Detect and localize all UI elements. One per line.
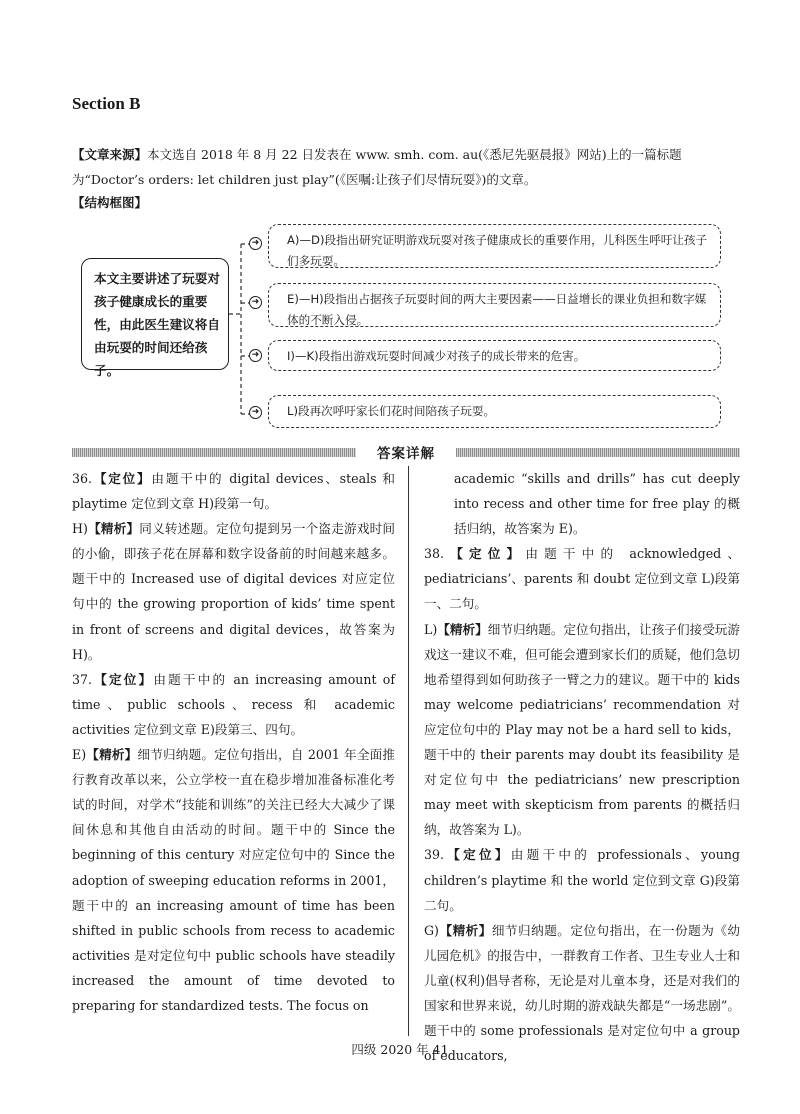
question-39-locate: 39.【定位】由题干中的 professionals、young children’s playtime 和 the world 定位到文章 G)段第二句。 — [424, 847, 740, 913]
answer-37-continued: academic “skills and drills” has cut deeply into recess and other time for free play 的概括归纳，故答案为 E)。 — [454, 471, 740, 537]
summary-box: 本文主要讲述了玩耍对孩子健康成长的重要性，由此医生建议将自由玩耍的时间还给孩子。 — [81, 258, 229, 370]
question-36-locate: 36.【定位】由题干中的 digital devices、steals 和 playtime 定位到文章 H)段第一句。 — [72, 471, 395, 512]
branch-box-2: E)—H)段指出占据孩子玩耍时间的两大主要因素——日益增长的课业负担和数字媒体的不断入侵。 — [268, 283, 721, 327]
answer-39-analysis: G)【精析】细节归纳题。定位句指出，在一份题为《幼儿园危机》的报告中，一群教育工作者、卫生专业人士和儿童(权利)倡导者称，无论是对儿童本身，还是对我们的国家和世界来说，幼儿时期的游戏缺失都是“一场悲剧”。题干中的 some professionals 是对定位句中 a group of educators, — [424, 922, 741, 1064]
source-tag: 【文章来源】 — [72, 147, 148, 162]
page-footer: 四级 2020 年 41 — [351, 1042, 449, 1057]
structure-label: 【结构框图】 — [72, 195, 148, 210]
answer-36-analysis: H)【精析】同义转述题。定位句提到另一个盗走游戏时间的小偷，即孩子花在屏幕和数字设备前的时间越来越多。题干中的 Increased use of digital devices 对应定位句中的 the growing proportion of kids’ time spent in front of screens and digital devices，故答案为 H)。 — [72, 521, 396, 662]
answer-37-analysis: E)【精析】细节归纳题。定位句指出，自 2001 年全面推行教育改革以来，公立学校一直在稳步增加准备标准化考试的时间，对学术“技能和训练”的关注已经大大减少了课间休息和其他自由活动的时间。题干中的 Since the beginning of this century 对应定位句中的 Since the adoption of sweeping education reforms in 2001，题干中的 an increasing amount of time has been shifted in public schools from recess to academic activities 是对定位句中 public schools have steadily increased the amount of time devoted to preparing for standardized tests. The focus on — [72, 747, 395, 1013]
branch-box-3: I)—K)段指出游戏玩耍时间减少对孩子的成长带来的危害。 — [268, 340, 721, 371]
tree-connector — [229, 224, 269, 424]
arrow-icon: ➜ — [249, 406, 262, 419]
article-source — [72, 142, 732, 192]
arrow-icon: ➜ — [249, 237, 262, 250]
answers-header — [72, 445, 740, 462]
answer-38-analysis: L)【精析】细节归纳题。定位句指出，让孩子们接受玩游戏这一建议不难，但可能会遭到家长们的质疑，他们急切地希望得到如何助孩子一臂之力的建议。题干中的 kids may welcome pediatricians’ recommendation 对应定位句中的 Play may not be a hard sell to kids，题干中的 their parents may doubt its feasibility 是对定位句中 the pediatricians’ new prescription may meet with skepticism from parents 的概括归纳，故答案为 L)。 — [424, 621, 741, 838]
section-title: Section B — [72, 94, 141, 113]
column-divider — [408, 466, 409, 1036]
answers-title: 答案详解 — [356, 442, 456, 462]
left-column — [72, 466, 395, 1018]
question-38-locate: 38.【定位】由题干中的 acknowledged、pediatricians’、parents 和 doubt 定位到文章 L)段第一、二句。 — [424, 546, 740, 612]
right-column — [424, 466, 740, 1068]
branch-box-4: L)段再次呼吁家长们花时间陪孩子玩耍。 — [268, 395, 721, 428]
branch-box-1: A)—D)段指出研究证明游戏玩耍对孩子健康成长的重要作用，儿科医生呼吁让孩子们多玩耍。 — [268, 224, 721, 268]
question-37-locate: 37.【定位】由题干中的 an increasing amount of time、public schools、recess 和 academic activities 定位到文章 E)段第三、四句。 — [72, 671, 396, 737]
arrow-icon: ➜ — [249, 296, 262, 309]
source-text: 本文选自 2018 年 8 月 22 日发表在 www. smh. com. au(《悉尼先驱晨报》网站)上的一篇标题为“Doctor’s orders: let children just play”(《医嘱:让孩子们尽情玩耍》)的文章。 — [72, 147, 682, 187]
arrow-icon: ➜ — [249, 349, 262, 362]
